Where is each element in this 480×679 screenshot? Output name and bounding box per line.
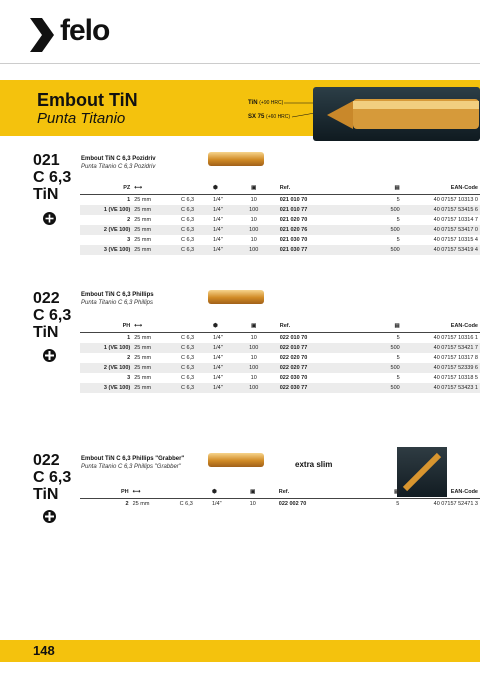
length-icon: ⟷ xyxy=(132,320,179,333)
table-cell: 10 xyxy=(249,501,256,507)
table-cell: 1/4" xyxy=(213,355,223,361)
table-row xyxy=(80,373,480,383)
col-ref: Ref. xyxy=(272,182,358,195)
table-cell: C 6,3 xyxy=(180,375,195,381)
section-code-022: 022 C 6,3 TiN xyxy=(33,290,72,341)
table-cell: 40 07157 10316 1 xyxy=(433,335,478,341)
section-code-021: 021 C 6,3 TiN xyxy=(33,152,72,203)
table-cell: 1 xyxy=(127,197,131,203)
table-cell: 5 xyxy=(396,501,400,507)
table-cell: 1 (VE 100) xyxy=(80,343,132,353)
bit-photo xyxy=(208,290,264,304)
hex-icon: ⬢ xyxy=(210,486,235,499)
footer-bar xyxy=(0,640,480,662)
table-cell: 5 xyxy=(396,237,400,243)
table-cell: 10 xyxy=(250,335,257,341)
table-cell: 25 mm xyxy=(134,237,152,243)
table-cell: 3 xyxy=(127,375,131,381)
table-cell: 500 xyxy=(358,363,402,373)
table-row xyxy=(80,205,480,215)
col-ref: Ref. xyxy=(272,320,358,333)
table-cell: 500 xyxy=(358,383,402,393)
table-cell: 100 xyxy=(236,205,272,215)
table-cell: C 6,3 xyxy=(179,343,211,353)
table-cell: 40 07157 10313 0 xyxy=(433,197,478,203)
table-cell: C 6,3 xyxy=(180,237,195,243)
table-cell: 500 xyxy=(358,225,402,235)
table-cell: 10 xyxy=(250,217,257,223)
table-cell: 100 xyxy=(236,343,272,353)
table-cell: 1/4" xyxy=(211,501,222,507)
table-cell: 25 mm xyxy=(132,245,179,255)
table-cell: 022 030 70 xyxy=(279,375,308,381)
table-cell: 25 mm xyxy=(132,363,179,373)
table-row xyxy=(80,383,480,393)
table-row xyxy=(80,245,480,255)
page-number: 148 xyxy=(33,643,55,658)
table-cell: 25 mm xyxy=(134,335,152,341)
pack-icon: ▣ xyxy=(236,320,272,333)
col-type: PH xyxy=(80,320,132,333)
table-cell: 25 mm xyxy=(134,197,152,203)
table-cell: 1/4" xyxy=(211,225,236,235)
table-cell: 1 (VE 100) xyxy=(80,205,132,215)
col-type: PZ xyxy=(80,182,132,195)
table-cell: 25 mm xyxy=(132,225,179,235)
table-row xyxy=(80,353,480,363)
hardness-sx75: SX 75 (+60 HRC) xyxy=(248,114,291,120)
bit-photo xyxy=(208,453,264,467)
table-cell: 1/4" xyxy=(211,205,236,215)
table-cell: 25 mm xyxy=(132,501,150,507)
section-code-022-grabber: 022 C 6,3 TiN xyxy=(33,452,72,503)
length-icon: ⟷ xyxy=(132,182,179,195)
logo-chevron-icon xyxy=(30,18,60,52)
table-cell: C 6,3 xyxy=(180,217,195,223)
pozidriv-symbol-icon xyxy=(43,212,56,225)
table-cell: 1/4" xyxy=(211,363,236,373)
table-cell: 1/4" xyxy=(211,245,236,255)
table-cell: 100 xyxy=(236,245,272,255)
table-cell: 10 xyxy=(250,355,257,361)
table-cell: 40 07157 53417 0 xyxy=(402,225,480,235)
bit-photo xyxy=(208,152,264,166)
table-row xyxy=(80,499,480,510)
table-cell: 40 07157 53423 1 xyxy=(402,383,480,393)
category-subtitle: Punta Titanio xyxy=(37,110,126,127)
product-subtitle: Punta Titanio C 6,3 Phillips "Grabber" xyxy=(81,464,181,470)
table-cell: 40 07157 52471 3 xyxy=(433,501,478,507)
table-cell: 100 xyxy=(236,363,272,373)
table-cell: 25 mm xyxy=(134,217,152,223)
table-cell: 022 020 77 xyxy=(272,363,358,373)
product-title: Embout TiN C 6,3 Phillips "Grabber" xyxy=(81,456,185,462)
table-cell: 100 xyxy=(236,383,272,393)
pack-icon: ▣ xyxy=(236,182,272,195)
pack-icon: ▣ xyxy=(235,486,271,499)
table-row xyxy=(80,343,480,353)
table-cell: C 6,3 xyxy=(180,355,195,361)
table-cell: 40 07157 53419 4 xyxy=(402,245,480,255)
brand-name: felo xyxy=(60,14,110,47)
spec-table xyxy=(80,320,480,393)
table-cell: 021 030 70 xyxy=(279,237,308,243)
table-cell: 3 xyxy=(127,237,131,243)
table-cell: 5 xyxy=(396,335,400,341)
table-cell: 5 xyxy=(396,217,400,223)
box-icon: ▤ xyxy=(358,182,402,195)
table-row xyxy=(80,363,480,373)
table-cell: 1/4" xyxy=(211,383,236,393)
col-ref: Ref. xyxy=(271,486,358,499)
table-cell: 022 010 77 xyxy=(272,343,358,353)
table-cell: 40 07157 10317 8 xyxy=(433,355,478,361)
felo-logo xyxy=(30,14,160,54)
spec-table xyxy=(80,486,480,509)
col-type: PH xyxy=(80,486,131,499)
table-cell: C 6,3 xyxy=(180,197,195,203)
header-divider xyxy=(0,63,480,64)
table-header xyxy=(80,182,480,195)
table-cell: 40 07157 53421 7 xyxy=(402,343,480,353)
box-icon: ▤ xyxy=(357,486,401,499)
product-subtitle: Punta Titanio C 6,3 Phillips xyxy=(81,300,153,306)
table-cell: 022 020 70 xyxy=(279,355,308,361)
table-cell: 1/4" xyxy=(213,217,223,223)
table-row xyxy=(80,215,480,225)
table-cell: 022 002 70 xyxy=(278,501,307,507)
table-cell: 2 (VE 100) xyxy=(80,225,132,235)
table-row xyxy=(80,333,480,344)
extra-slim-badge: extra slim xyxy=(295,460,333,469)
table-cell: 021 030 77 xyxy=(272,245,358,255)
box-icon: ▤ xyxy=(358,320,402,333)
table-cell: 25 mm xyxy=(132,205,179,215)
col-ean: EAN-Code xyxy=(401,486,480,499)
col-ean: EAN-Code xyxy=(402,320,480,333)
table-row xyxy=(80,235,480,245)
table-cell: 1 xyxy=(127,335,131,341)
table-cell: 25 mm xyxy=(132,383,179,393)
table-cell: 10 xyxy=(250,237,257,243)
table-cell: 500 xyxy=(358,343,402,353)
table-cell: 1/4" xyxy=(211,343,236,353)
table-cell: C 6,3 xyxy=(179,363,211,373)
table-cell: C 6,3 xyxy=(179,383,211,393)
table-cell: C 6,3 xyxy=(179,225,211,235)
table-cell: 1/4" xyxy=(213,237,223,243)
table-cell: 100 xyxy=(236,225,272,235)
table-cell: 10 xyxy=(250,197,257,203)
table-cell: 021 010 70 xyxy=(279,197,308,203)
hex-icon: ⬢ xyxy=(211,320,236,333)
table-cell: 5 xyxy=(396,197,400,203)
table-cell: 40 07157 10314 7 xyxy=(433,217,478,223)
table-cell: C 6,3 xyxy=(179,205,211,215)
hardness-tin: TiN (+90 HRC) xyxy=(248,100,284,106)
product-title: Embout TiN C 6,3 Pozidriv xyxy=(81,156,156,162)
table-cell: 022 030 77 xyxy=(272,383,358,393)
table-cell: 40 07157 10318 5 xyxy=(433,375,478,381)
table-header xyxy=(80,320,480,333)
table-row xyxy=(80,225,480,235)
table-cell: 2 (VE 100) xyxy=(80,363,132,373)
table-cell: 021 020 70 xyxy=(279,217,308,223)
table-cell: 021 020 76 xyxy=(272,225,358,235)
table-cell: 5 xyxy=(396,355,400,361)
table-cell: 500 xyxy=(358,205,402,215)
product-subtitle: Punta Titanio C 6,3 Pozidriv xyxy=(81,164,156,170)
table-cell: 3 (VE 100) xyxy=(80,245,132,255)
table-cell: 1/4" xyxy=(213,335,223,341)
spec-table xyxy=(80,182,480,255)
hex-icon: ⬢ xyxy=(211,182,236,195)
table-cell: 40 07157 53415 6 xyxy=(402,205,480,215)
table-cell: 40 07157 52339 6 xyxy=(402,363,480,373)
table-cell: 022 010 70 xyxy=(279,335,308,341)
table-cell: 3 (VE 100) xyxy=(80,383,132,393)
table-cell: 1/4" xyxy=(213,197,223,203)
table-cell: 021 010 77 xyxy=(272,205,358,215)
table-cell: 25 mm xyxy=(132,343,179,353)
phillips-symbol-icon xyxy=(43,510,56,523)
table-cell: 1/4" xyxy=(213,375,223,381)
table-cell: 10 xyxy=(250,375,257,381)
table-cell: 5 xyxy=(396,375,400,381)
table-cell: 40 07157 10315 4 xyxy=(433,237,478,243)
table-cell: 500 xyxy=(358,245,402,255)
table-cell: 25 mm xyxy=(134,375,152,381)
table-cell: C 6,3 xyxy=(180,335,195,341)
table-row xyxy=(80,195,480,206)
length-icon: ⟷ xyxy=(131,486,178,499)
table-cell: 2 xyxy=(125,501,129,507)
table-cell: C 6,3 xyxy=(179,245,211,255)
table-header xyxy=(80,486,480,499)
col-ean: EAN-Code xyxy=(402,182,480,195)
category-title: Embout TiN xyxy=(37,90,138,110)
table-cell: 25 mm xyxy=(134,355,152,361)
table-cell: C 6,3 xyxy=(179,501,193,507)
product-title: Embout TiN C 6,3 Phillips xyxy=(81,292,154,298)
table-cell: 2 xyxy=(127,355,131,361)
tin-bit-photo xyxy=(313,87,480,141)
phillips-symbol-icon xyxy=(43,349,56,362)
table-cell: 2 xyxy=(127,217,131,223)
